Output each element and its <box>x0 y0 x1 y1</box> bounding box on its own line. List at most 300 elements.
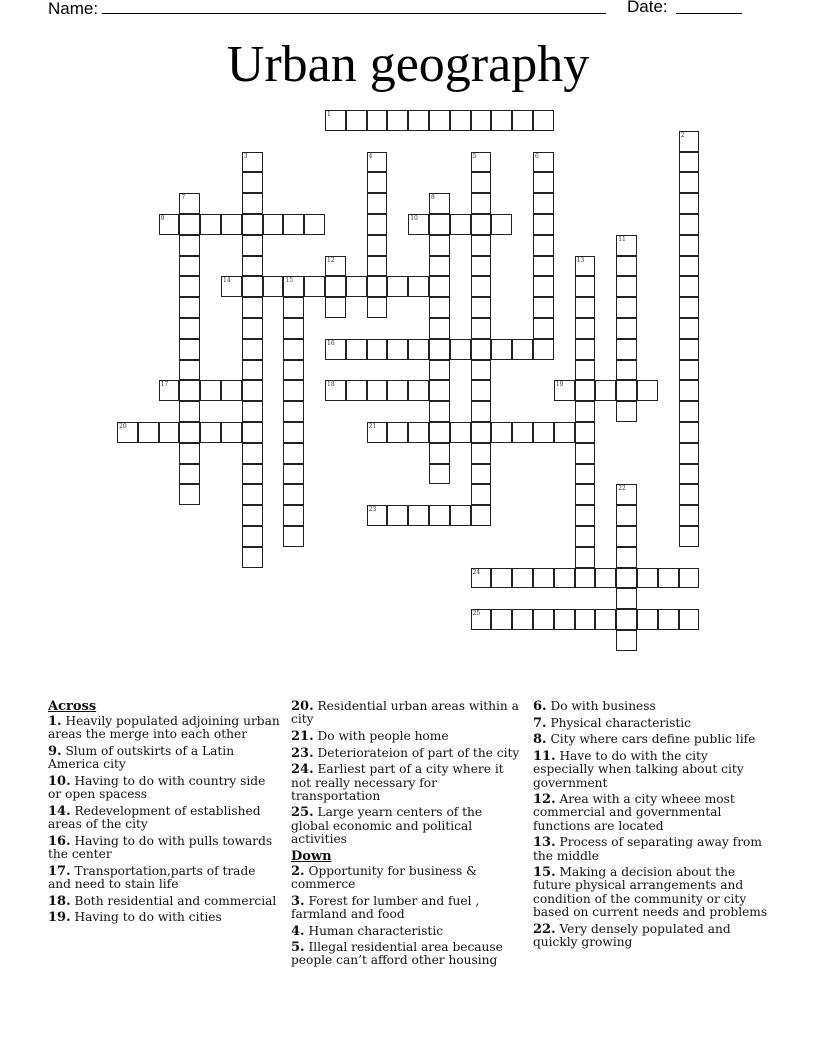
grid-cell[interactable] <box>242 256 263 277</box>
clue-item <box>533 923 769 949</box>
grid-cell[interactable] <box>242 152 263 173</box>
grid-cell[interactable] <box>679 484 700 505</box>
grid-cell[interactable] <box>242 214 263 235</box>
clue-item <box>291 941 523 967</box>
grid-cell[interactable] <box>283 360 304 381</box>
grid-cell[interactable] <box>616 297 637 318</box>
grid-cell[interactable] <box>679 152 700 173</box>
grid-cell[interactable] <box>575 318 596 339</box>
clue-item-number: 5. <box>291 940 305 956</box>
grid-cell[interactable] <box>367 505 388 526</box>
grid-cell[interactable] <box>346 339 367 360</box>
grid-cell[interactable] <box>471 193 492 214</box>
grid-cell[interactable] <box>242 380 263 401</box>
grid-cell[interactable] <box>471 505 492 526</box>
grid-cell[interactable] <box>179 214 200 235</box>
grid-cell[interactable] <box>221 380 242 401</box>
grid-cell[interactable] <box>367 339 388 360</box>
grid-cell[interactable] <box>533 214 554 235</box>
grid-cell[interactable] <box>242 547 263 568</box>
grid-cell[interactable] <box>283 443 304 464</box>
grid-cell[interactable] <box>679 297 700 318</box>
grid-cell[interactable] <box>179 401 200 422</box>
grid-cell[interactable] <box>533 152 554 173</box>
clue-item-text: Do with business <box>546 699 656 713</box>
grid-cell[interactable] <box>242 422 263 443</box>
grid-cell[interactable] <box>575 401 596 422</box>
grid-cell[interactable] <box>450 422 471 443</box>
grid-cell[interactable] <box>679 235 700 256</box>
grid-cell[interactable] <box>325 110 346 131</box>
clue-item-text: Both residential and commercial <box>70 893 277 908</box>
grid-cell[interactable] <box>408 422 429 443</box>
grid-cell[interactable] <box>367 256 388 277</box>
grid-cell[interactable] <box>575 568 596 589</box>
grid-cell[interactable] <box>616 526 637 547</box>
grid-cell[interactable] <box>263 214 284 235</box>
grid-cell[interactable] <box>679 464 700 485</box>
grid-cell[interactable] <box>512 609 533 630</box>
grid-cell[interactable] <box>242 172 263 193</box>
clue-item <box>291 865 523 891</box>
grid-cell[interactable] <box>429 256 450 277</box>
clue-item-text: Residential urban areas within a city <box>291 699 519 727</box>
grid-cell[interactable] <box>679 256 700 277</box>
clue-item-number: 7. <box>533 715 547 731</box>
clue-item-number: 23. <box>291 745 314 761</box>
grid-cell[interactable] <box>367 110 388 131</box>
clue-item-text: Large yearn centers of the global economic and political activities <box>291 805 483 846</box>
grid-cell[interactable] <box>179 297 200 318</box>
grid-cell[interactable] <box>679 443 700 464</box>
grid-cell[interactable] <box>408 276 429 297</box>
grid-cell[interactable] <box>450 110 471 131</box>
grid-cell[interactable] <box>471 443 492 464</box>
grid-cell[interactable] <box>533 256 554 277</box>
grid-cell[interactable] <box>637 609 658 630</box>
grid-cell[interactable] <box>471 256 492 277</box>
clue-item-text: Having to do with pulls towards the center <box>48 833 273 862</box>
clue-number: 4 <box>368 152 373 160</box>
grid-cell[interactable] <box>533 110 554 131</box>
clue-item-text: Area with a city wheee most commercial and governmental functions are located <box>533 792 735 833</box>
grid-cell[interactable] <box>242 193 263 214</box>
grid-cell[interactable] <box>408 110 429 131</box>
grid-cell[interactable] <box>159 422 180 443</box>
grid-cell[interactable] <box>491 422 512 443</box>
clue-item-text: Opportunity for business & commerce <box>291 863 478 891</box>
grid-cell[interactable] <box>471 568 492 589</box>
grid-cell[interactable] <box>242 505 263 526</box>
grid-cell[interactable] <box>471 609 492 630</box>
grid-cell[interactable] <box>595 568 616 589</box>
grid-cell[interactable] <box>450 339 471 360</box>
grid-cell[interactable] <box>554 422 575 443</box>
grid-cell[interactable] <box>242 401 263 422</box>
grid-cell[interactable] <box>450 505 471 526</box>
grid-cell[interactable] <box>533 318 554 339</box>
grid-cell[interactable] <box>325 297 346 318</box>
grid-cell[interactable] <box>595 380 616 401</box>
grid-cell[interactable] <box>179 422 200 443</box>
grid-cell[interactable] <box>616 256 637 277</box>
clues-column-1 <box>48 700 280 928</box>
grid-cell[interactable] <box>471 422 492 443</box>
grid-cell[interactable] <box>575 380 596 401</box>
clue-item <box>48 805 280 831</box>
grid-cell[interactable] <box>408 214 429 235</box>
grid-cell[interactable] <box>408 339 429 360</box>
grid-cell[interactable] <box>179 193 200 214</box>
clue-item <box>48 895 280 908</box>
grid-cell[interactable] <box>346 110 367 131</box>
grid-cell[interactable] <box>429 297 450 318</box>
clue-item-number: 20. <box>291 699 314 714</box>
clue-item-number: 14. <box>48 803 71 819</box>
grid-cell[interactable] <box>408 380 429 401</box>
grid-cell[interactable] <box>616 630 637 651</box>
grid-cell[interactable] <box>533 609 554 630</box>
clue-item <box>291 700 523 726</box>
grid-cell[interactable] <box>471 235 492 256</box>
grid-cell[interactable] <box>242 464 263 485</box>
grid-cell[interactable] <box>616 401 637 422</box>
grid-cell[interactable] <box>242 235 263 256</box>
clue-number: 24 <box>472 568 481 576</box>
grid-cell[interactable] <box>554 380 575 401</box>
grid-cell[interactable] <box>429 422 450 443</box>
clue-item-number: 3. <box>291 893 305 909</box>
grid-cell[interactable] <box>575 526 596 547</box>
grid-cell[interactable] <box>221 214 242 235</box>
grid-cell[interactable] <box>533 235 554 256</box>
grid-cell[interactable] <box>283 484 304 505</box>
grid-cell[interactable] <box>242 297 263 318</box>
grid-cell[interactable] <box>679 526 700 547</box>
grid-cell[interactable] <box>471 464 492 485</box>
grid-cell[interactable] <box>325 380 346 401</box>
clue-item-text: Transportation,parts of trade and need to stain life <box>48 863 256 891</box>
grid-cell[interactable] <box>200 422 221 443</box>
grid-cell[interactable] <box>242 484 263 505</box>
clue-item-number: 22. <box>533 921 556 937</box>
grid-cell[interactable] <box>429 318 450 339</box>
grid-cell[interactable] <box>179 235 200 256</box>
grid-cell[interactable] <box>429 339 450 360</box>
grid-cell[interactable] <box>679 380 700 401</box>
grid-cell[interactable] <box>283 318 304 339</box>
grid-cell[interactable] <box>179 380 200 401</box>
grid-cell[interactable] <box>679 422 700 443</box>
grid-cell[interactable] <box>283 297 304 318</box>
grid-cell[interactable] <box>637 380 658 401</box>
grid-cell[interactable] <box>471 380 492 401</box>
clue-item-number: 10. <box>48 774 71 790</box>
grid-cell[interactable] <box>387 505 408 526</box>
grid-cell[interactable] <box>533 339 554 360</box>
clue-item <box>291 895 523 921</box>
grid-cell[interactable] <box>575 484 596 505</box>
grid-cell[interactable] <box>533 193 554 214</box>
clue-number: 10 <box>410 215 418 222</box>
grid-cell[interactable] <box>387 422 408 443</box>
grid-cell[interactable] <box>367 152 388 173</box>
clue-item <box>533 793 769 833</box>
grid-cell[interactable] <box>679 505 700 526</box>
grid-cell[interactable] <box>159 380 180 401</box>
grid-cell[interactable] <box>471 318 492 339</box>
grid-cell[interactable] <box>387 339 408 360</box>
grid-cell[interactable] <box>346 276 367 297</box>
grid-cell[interactable] <box>491 339 512 360</box>
clue-number: 2 <box>680 131 685 139</box>
grid-cell[interactable] <box>367 172 388 193</box>
clue-number: 19 <box>555 381 564 389</box>
clue-item-text: Having to do with cities <box>70 910 222 925</box>
grid-cell[interactable] <box>679 214 700 235</box>
clue-item <box>533 700 769 713</box>
clue-item-number: 13. <box>533 835 556 851</box>
grid-cell[interactable] <box>200 214 221 235</box>
clue-item-number: 11. <box>533 749 556 765</box>
grid-cell[interactable] <box>325 339 346 360</box>
clue-number: 17 <box>160 381 169 389</box>
grid-cell[interactable] <box>304 276 325 297</box>
grid-cell[interactable] <box>533 276 554 297</box>
grid-cell[interactable] <box>179 276 200 297</box>
grid-cell[interactable] <box>367 276 388 297</box>
grid-cell[interactable] <box>491 609 512 630</box>
grid-cell[interactable] <box>179 339 200 360</box>
clue-item <box>533 733 769 746</box>
grid-cell[interactable] <box>429 110 450 131</box>
grid-cell[interactable] <box>491 110 512 131</box>
grid-cell[interactable] <box>575 297 596 318</box>
grid-cell[interactable] <box>616 568 637 589</box>
grid-cell[interactable] <box>658 568 679 589</box>
grid-cell[interactable] <box>575 339 596 360</box>
grid-cell[interactable] <box>575 547 596 568</box>
grid-cell[interactable] <box>512 568 533 589</box>
grid-cell[interactable] <box>575 276 596 297</box>
grid-cell[interactable] <box>429 505 450 526</box>
grid-cell[interactable] <box>491 214 512 235</box>
grid-cell[interactable] <box>283 380 304 401</box>
grid-cell[interactable] <box>367 214 388 235</box>
clue-number: 3 <box>243 152 248 160</box>
grid-cell[interactable] <box>512 110 533 131</box>
grid-cell[interactable] <box>429 214 450 235</box>
grid-cell[interactable] <box>429 276 450 297</box>
grid-cell[interactable] <box>179 443 200 464</box>
grid-cell[interactable] <box>283 339 304 360</box>
grid-cell[interactable] <box>595 609 616 630</box>
grid-cell[interactable] <box>367 422 388 443</box>
clue-number: 14 <box>223 277 231 285</box>
grid-cell[interactable] <box>679 276 700 297</box>
grid-cell[interactable] <box>471 276 492 297</box>
grid-cell[interactable] <box>554 609 575 630</box>
grid-cell[interactable] <box>304 214 325 235</box>
grid-cell[interactable] <box>575 464 596 485</box>
grid-cell[interactable] <box>616 318 637 339</box>
grid-cell[interactable] <box>679 172 700 193</box>
grid-cell[interactable] <box>616 588 637 609</box>
date-label: Date: <box>627 0 668 16</box>
grid-cell[interactable] <box>575 256 596 277</box>
grid-cell[interactable] <box>429 443 450 464</box>
grid-cell[interactable] <box>179 484 200 505</box>
grid-cell[interactable] <box>179 256 200 277</box>
clue-item-text: Earliest part of a city where it not really necessary for transportation <box>291 762 504 803</box>
grid-cell[interactable] <box>138 422 159 443</box>
grid-cell[interactable] <box>387 276 408 297</box>
clue-item-number: 24. <box>291 762 314 778</box>
grid-cell[interactable] <box>533 568 554 589</box>
grid-cell[interactable] <box>637 568 658 589</box>
grid-cell[interactable] <box>367 380 388 401</box>
grid-cell[interactable] <box>679 609 700 630</box>
grid-cell[interactable] <box>429 401 450 422</box>
grid-cell[interactable] <box>533 172 554 193</box>
grid-cell[interactable] <box>429 235 450 256</box>
grid-cell[interactable] <box>616 380 637 401</box>
grid-cell[interactable] <box>575 609 596 630</box>
clue-item-text: Have to do with the city especially when talking about city government <box>533 749 744 790</box>
clue-item-number: 1. <box>48 714 62 730</box>
clue-item <box>291 730 523 743</box>
grid-cell[interactable] <box>616 339 637 360</box>
grid-cell[interactable] <box>575 422 596 443</box>
grid-cell[interactable] <box>367 235 388 256</box>
grid-cell[interactable] <box>367 297 388 318</box>
grid-cell[interactable] <box>616 235 637 256</box>
grid-cell[interactable] <box>575 443 596 464</box>
grid-cell[interactable] <box>283 464 304 485</box>
grid-cell[interactable] <box>283 214 304 235</box>
grid-cell[interactable] <box>679 339 700 360</box>
grid-cell[interactable] <box>367 193 388 214</box>
grid-cell[interactable] <box>471 339 492 360</box>
grid-cell[interactable] <box>471 214 492 235</box>
clue-item <box>291 925 523 938</box>
clue-item-number: 2. <box>291 863 305 879</box>
across-clues-part-2 <box>291 700 523 846</box>
clue-number: 21 <box>368 423 377 430</box>
grid-cell[interactable] <box>179 464 200 485</box>
grid-cell[interactable] <box>242 318 263 339</box>
grid-cell[interactable] <box>387 110 408 131</box>
grid-cell[interactable] <box>616 360 637 381</box>
grid-cell[interactable] <box>658 609 679 630</box>
grid-cell[interactable] <box>679 131 700 152</box>
grid-cell[interactable] <box>429 380 450 401</box>
clue-item <box>291 747 523 760</box>
grid-cell[interactable] <box>242 360 263 381</box>
grid-cell[interactable] <box>429 193 450 214</box>
grid-cell[interactable] <box>471 401 492 422</box>
grid-cell[interactable] <box>179 360 200 381</box>
clue-number: 16 <box>327 339 335 347</box>
grid-cell[interactable] <box>512 339 533 360</box>
grid-cell[interactable] <box>283 526 304 547</box>
grid-cell[interactable] <box>117 422 138 443</box>
grid-cell[interactable] <box>471 360 492 381</box>
grid-cell[interactable] <box>242 276 263 297</box>
clue-item-text: Human characteristic <box>304 923 444 938</box>
grid-cell[interactable] <box>429 360 450 381</box>
grid-cell[interactable] <box>283 422 304 443</box>
clue-item-text: Making a decision about the future physical arrangements and condition of the community or city based on current needs and problems <box>533 865 768 919</box>
grid-cell[interactable] <box>471 297 492 318</box>
grid-cell[interactable] <box>471 484 492 505</box>
grid-cell[interactable] <box>159 214 180 235</box>
grid-cell[interactable] <box>325 276 346 297</box>
grid-cell[interactable] <box>679 318 700 339</box>
grid-cell[interactable] <box>242 526 263 547</box>
grid-cell[interactable] <box>679 360 700 381</box>
clue-item <box>48 865 280 891</box>
grid-cell[interactable] <box>450 214 471 235</box>
grid-cell[interactable] <box>471 110 492 131</box>
grid-cell[interactable] <box>387 380 408 401</box>
clue-number: 6 <box>535 152 539 160</box>
grid-cell[interactable] <box>679 193 700 214</box>
across-heading: Across <box>48 699 97 714</box>
grid-cell[interactable] <box>471 172 492 193</box>
grid-cell[interactable] <box>325 256 346 277</box>
grid-cell[interactable] <box>554 568 575 589</box>
clue-number: 5 <box>472 152 477 160</box>
down-heading: Down <box>291 848 332 864</box>
grid-cell[interactable] <box>533 422 554 443</box>
clue-number: 18 <box>327 381 335 389</box>
clue-number: 25 <box>472 610 481 618</box>
grid-cell[interactable] <box>408 505 429 526</box>
grid-cell[interactable] <box>616 609 637 630</box>
grid-cell[interactable] <box>679 568 700 589</box>
grid-cell[interactable] <box>616 276 637 297</box>
grid-cell[interactable] <box>346 380 367 401</box>
grid-cell[interactable] <box>283 505 304 526</box>
clue-number: 1 <box>327 111 331 118</box>
grid-cell[interactable] <box>512 422 533 443</box>
grid-cell[interactable] <box>575 360 596 381</box>
grid-cell[interactable] <box>533 297 554 318</box>
grid-cell[interactable] <box>491 568 512 589</box>
grid-cell[interactable] <box>283 401 304 422</box>
down-clues-part-2 <box>533 700 769 949</box>
clue-number: 7 <box>181 194 186 202</box>
grid-cell[interactable] <box>471 152 492 173</box>
grid-cell[interactable] <box>429 464 450 485</box>
grid-cell[interactable] <box>679 401 700 422</box>
clue-item-text: Redevelopment of established areas of the city <box>48 803 261 832</box>
grid-cell[interactable] <box>242 339 263 360</box>
grid-cell[interactable] <box>616 547 637 568</box>
grid-cell[interactable] <box>221 276 242 297</box>
name-label: Name: <box>48 0 99 18</box>
grid-cell[interactable] <box>616 484 637 505</box>
grid-cell[interactable] <box>221 422 242 443</box>
grid-cell[interactable] <box>242 443 263 464</box>
grid-cell[interactable] <box>263 276 284 297</box>
grid-cell[interactable] <box>200 380 221 401</box>
grid-cell[interactable] <box>575 505 596 526</box>
grid-cell[interactable] <box>283 276 304 297</box>
grid-cell[interactable] <box>616 505 637 526</box>
grid-cell[interactable] <box>179 318 200 339</box>
